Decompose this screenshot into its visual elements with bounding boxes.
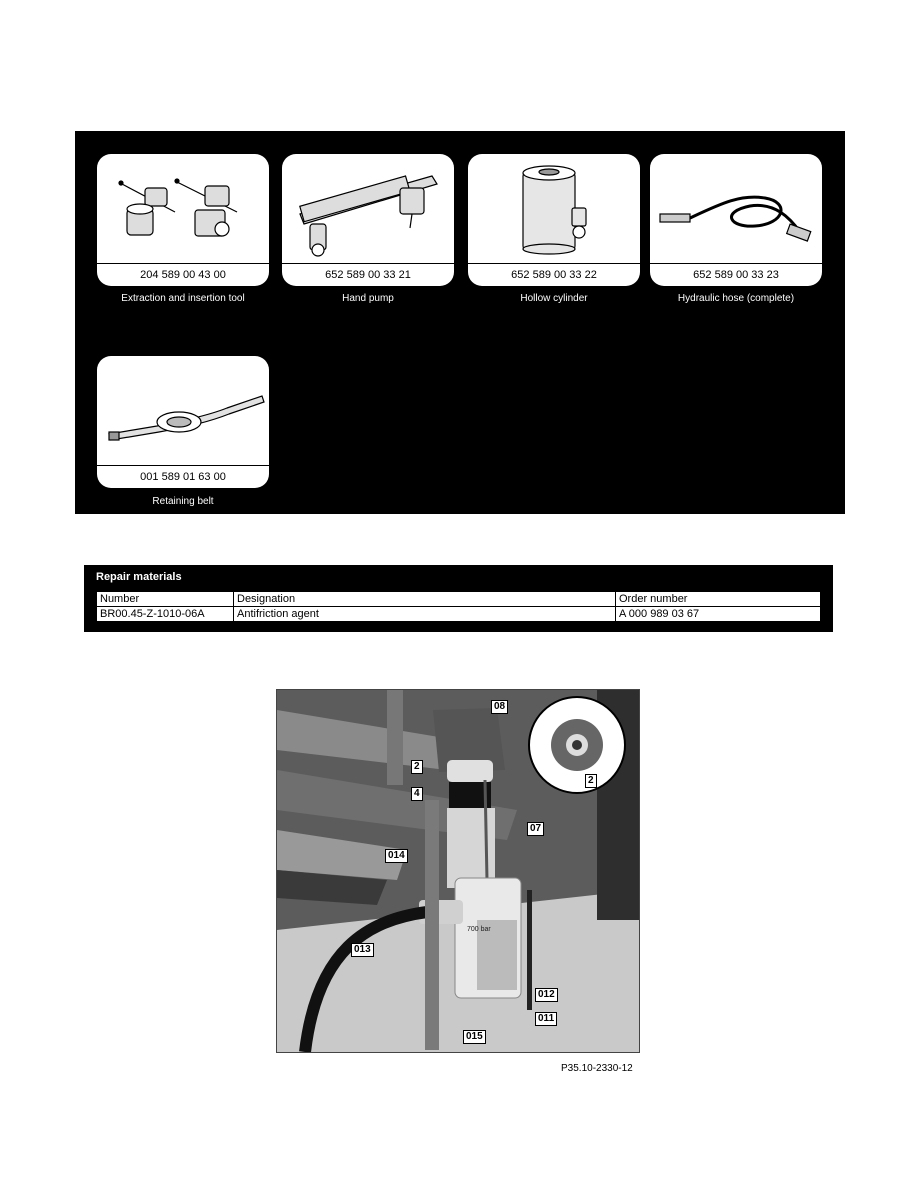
callout-label: 014 bbox=[385, 849, 408, 863]
callout-label: 08 bbox=[491, 700, 508, 714]
tool-number: 652 589 00 33 21 bbox=[282, 263, 454, 286]
tool-name: Hollow cylinder bbox=[520, 293, 588, 304]
repair-materials-title: Repair materials bbox=[96, 571, 182, 583]
callout-label: 4 bbox=[411, 787, 423, 801]
tool-name: Hand pump bbox=[342, 293, 394, 304]
repair-materials-table bbox=[96, 591, 821, 622]
tool-number: 652 589 00 33 23 bbox=[650, 263, 822, 286]
hollow-cylinder-icon bbox=[468, 154, 640, 262]
table-cell: BR00.45-Z-1010-06A bbox=[97, 607, 234, 622]
tool-name: Hydraulic hose (complete) bbox=[677, 293, 795, 304]
callout-label: 013 bbox=[351, 943, 374, 957]
table-cell: A 000 989 03 67 bbox=[616, 607, 821, 622]
callout-label: 2 bbox=[411, 760, 423, 774]
installation-photo bbox=[276, 689, 640, 1053]
tool-card-hydraulic-hose bbox=[650, 154, 822, 286]
callout-label: 012 bbox=[535, 988, 558, 1002]
tool-number: 001 589 01 63 00 bbox=[97, 465, 269, 488]
tool-card-hollow-cylinder bbox=[468, 154, 640, 286]
retaining-belt-icon bbox=[97, 356, 269, 464]
hand-pump-icon bbox=[282, 154, 454, 262]
tool-card-extraction-tool bbox=[97, 154, 269, 286]
cylinder-installation-illustration bbox=[277, 690, 639, 1052]
tool-name: Extraction and insertion tool bbox=[121, 293, 245, 304]
callout-label: 07 bbox=[527, 822, 544, 836]
callout-label: 015 bbox=[463, 1030, 486, 1044]
table-header-row bbox=[97, 592, 821, 607]
column-header: Order number bbox=[616, 592, 821, 607]
cylinder-label: 700 bar bbox=[467, 926, 491, 933]
extraction-tool-icon bbox=[97, 154, 269, 262]
tool-card-retaining-belt bbox=[97, 356, 269, 488]
hydraulic-hose-icon bbox=[650, 154, 822, 262]
tool-number: 652 589 00 33 22 bbox=[468, 263, 640, 286]
column-header: Designation bbox=[234, 592, 616, 607]
special-tools-panel bbox=[75, 131, 845, 514]
column-header: Number bbox=[97, 592, 234, 607]
figure-id: P35.10-2330-12 bbox=[561, 1063, 633, 1074]
tool-card-hand-pump bbox=[282, 154, 454, 286]
callout-label: 011 bbox=[535, 1012, 557, 1026]
tool-name: Retaining belt bbox=[152, 496, 214, 507]
callout-label: 2 bbox=[585, 774, 597, 788]
repair-materials-panel bbox=[84, 565, 833, 632]
tool-number: 204 589 00 43 00 bbox=[97, 263, 269, 286]
table-cell: Antifriction agent bbox=[234, 607, 616, 622]
table-row bbox=[97, 607, 821, 622]
